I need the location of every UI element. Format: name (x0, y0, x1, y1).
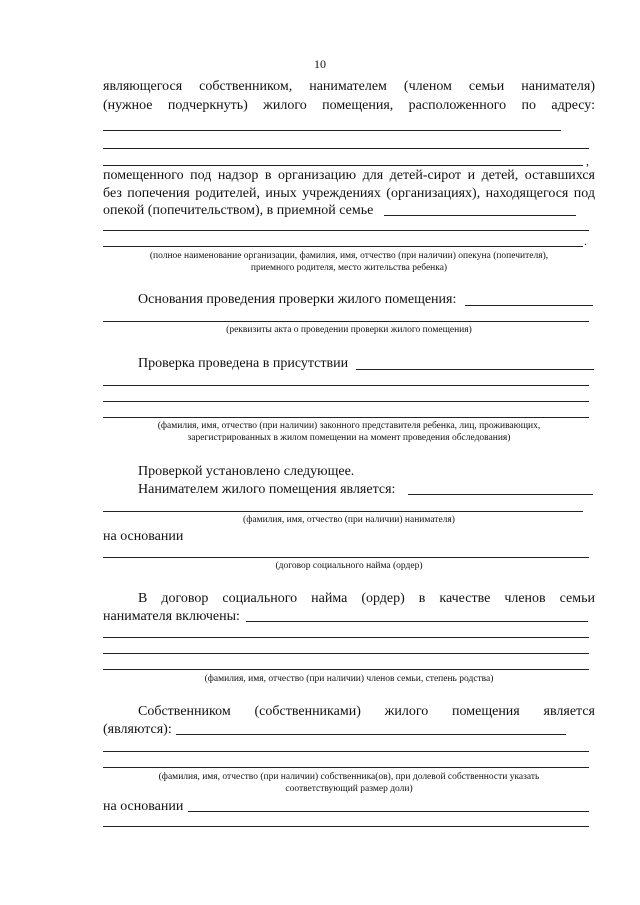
page-number: 10 (314, 57, 326, 71)
owners-line-2: (являются): (103, 722, 172, 737)
organization-caption-1: (полное наименование организации, фамилия, имя, отчество (при наличии) опекуна (попечителя), (149, 251, 549, 261)
members-field-1[interactable] (103, 637, 589, 638)
members-line-1: В договор социального найма (ордер) в качестве членов семьи (138, 591, 595, 606)
tenant-label: Нанимателем жилого помещения является: (138, 482, 396, 497)
grounds-label: Основания проведения проверки жилого помещения: (138, 292, 457, 307)
owners-line-1: Собственником (собственниками) жилого помещения является (138, 704, 595, 719)
address-field-2[interactable] (103, 148, 589, 149)
owners-basis-field[interactable] (103, 826, 589, 827)
address-comma: , (586, 154, 589, 168)
grounds-caption: (реквизиты акта о проведении проверки жилого помещения) (226, 325, 472, 335)
organization-period: . (584, 234, 587, 248)
presence-label: Проверка проведена в присутствии (138, 356, 349, 371)
findings-heading: Проверкой установлено следующее. (138, 464, 355, 479)
grounds-field-inline[interactable] (465, 305, 593, 306)
owners-field-2[interactable] (103, 767, 589, 768)
presence-field-3[interactable] (103, 417, 589, 418)
members-field-inline[interactable] (246, 621, 588, 622)
members-line-2: нанимателя включены: (103, 609, 240, 624)
owners-field-inline[interactable] (176, 734, 566, 735)
presence-caption-2: зарегистрированных в жилом помещении на момент проведения обследования) (187, 433, 511, 443)
presence-field-inline[interactable] (356, 369, 594, 370)
owners-caption-1: (фамилия, имя, отчество (при наличии) собственника(ов), при долевой собственности указать (158, 772, 540, 782)
organization-field-1[interactable] (103, 230, 589, 231)
tenant-basis-label: на основании (103, 529, 184, 544)
tenant-field[interactable] (103, 511, 583, 512)
tenant-field-inline[interactable] (408, 494, 593, 495)
organization-caption-2: приемного родителя, место жительства ребенка) (250, 263, 448, 273)
owners-basis-field-inline[interactable] (188, 811, 589, 812)
organization-field-2[interactable] (103, 246, 583, 247)
grounds-field[interactable] (103, 321, 589, 322)
foster-family-field[interactable] (384, 215, 576, 216)
owner-status-line: являющегося собственником, нанимателем (членом семьи нанимателя) (103, 79, 595, 94)
address-intro-line: (нужное подчеркнуть) жилого помещения, расположенного по адресу: (103, 98, 595, 113)
presence-field-2[interactable] (103, 401, 589, 402)
owners-basis-label: на основании (103, 799, 184, 814)
tenant-basis-caption: (договор социального найма (ордер) (275, 561, 423, 571)
custody-line-2: без попечения родителей, иных учреждениях (организациях), находящегося под (103, 186, 595, 201)
owners-caption-2: соответствующий размер доли) (285, 784, 413, 794)
members-caption: (фамилия, имя, отчество (при наличии) членов семьи, степень родства) (204, 674, 494, 684)
tenant-caption: (фамилия, имя, отчество (при наличии) нанимателя) (243, 515, 455, 525)
members-field-3[interactable] (103, 669, 589, 670)
address-field-3[interactable] (103, 165, 583, 166)
custody-line-3: опекой (попечительством), в приемной семье (103, 203, 374, 218)
custody-line-1: помещенного под надзор в организацию для детей-сирот и детей, оставшихся (103, 168, 595, 183)
presence-field-1[interactable] (103, 385, 589, 386)
address-field-1[interactable] (103, 130, 561, 131)
presence-caption-1: (фамилия, имя, отчество (при наличии) законного представителя ребенка, лиц, проживающих, (157, 421, 541, 431)
owners-field-1[interactable] (103, 751, 589, 752)
members-field-2[interactable] (103, 653, 589, 654)
tenant-basis-field[interactable] (103, 557, 589, 558)
